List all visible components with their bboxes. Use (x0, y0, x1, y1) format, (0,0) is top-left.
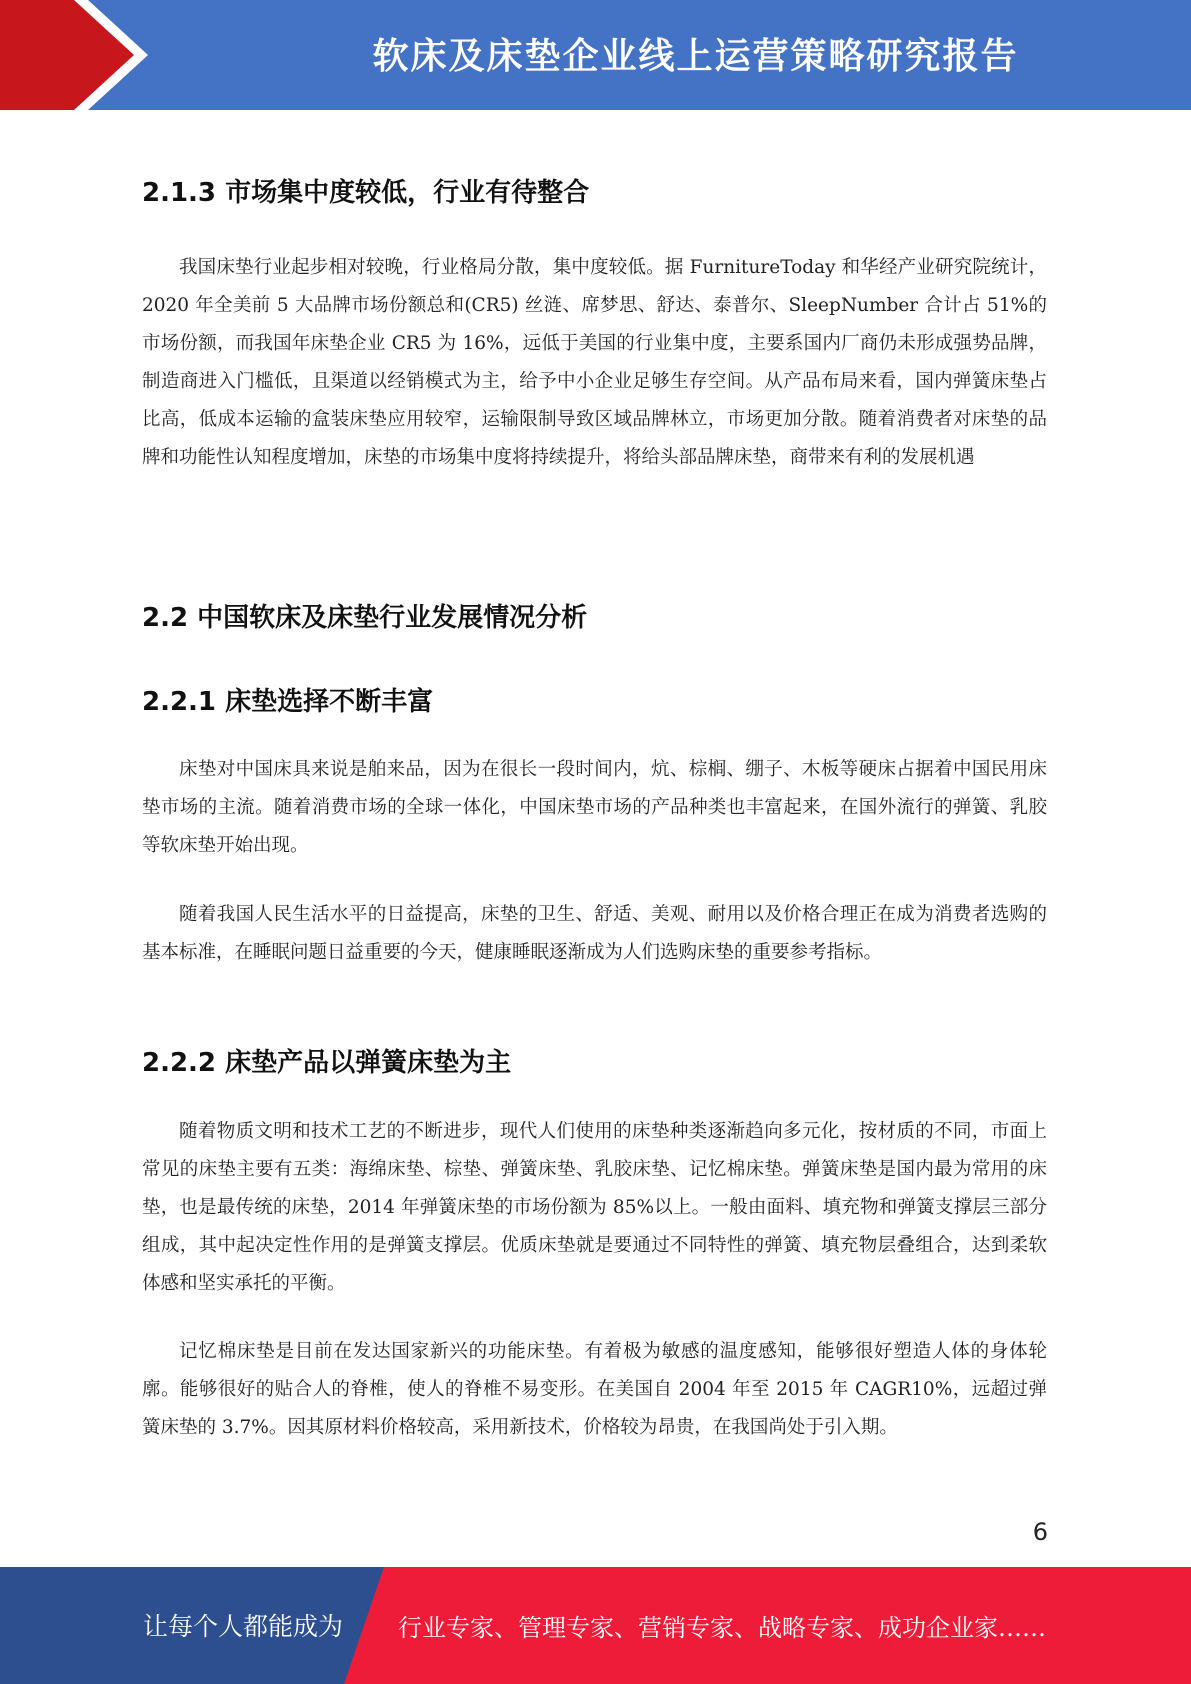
body-paragraph: 随着物质文明和技术工艺的不断进步，现代人们使用的床垫种类逐渐趋向多元化，按材质的不同，市面上常见的床垫主要有五类：海绵床垫、棕垫、弹簧床垫、乳胶床垫、记忆棉床垫。弹簧床垫是国内最为常用的床垫，也是最传统的床垫，2014 年弹簧床垫的市场份额为 85%以上。一般由面料、填充物和弹簧支撑层三部分组成，其中起决定性作用的是弹簧支撑层。优质床垫就是要通过不同特性的弹簧、填充物层叠组合，达到柔软体感和坚实承托的平衡。 (142, 1121, 1047, 1294)
section-heading-2-2: 2.2 中国软床及床垫行业发展情况分析 (142, 603, 588, 633)
report-title: 软床及床垫企业线上运营策略研究报告 (372, 36, 1019, 77)
page-header (0, 0, 1191, 110)
footer-slogan-right: 行业专家、管理专家、营销专家、战略专家、成功企业家…… (398, 1614, 1046, 1642)
body-paragraph: 床垫对中国床具来说是舶来品，因为在很长一段时间内，炕、棕榈、绷子、木板等硬床占据着中国民用床垫市场的主流。随着消费市场的全球一体化，中国床垫市场的产品种类也丰富起来，在国外流行的弹簧、乳胶等软床垫开始出现。 (142, 759, 1047, 856)
section-heading-2-2-2: 2.2.2 床垫产品以弹簧床垫为主 (142, 1048, 512, 1078)
section-heading-2-1-3: 2.1.3 市场集中度较低，行业有待整合 (142, 178, 590, 208)
section-heading-2-2-1: 2.2.1 床垫选择不断丰富 (142, 687, 434, 717)
body-paragraph: 我国床垫行业起步相对较晚，行业格局分散，集中度较低。据 FurnitureToday 和华经产业研究院统计，2020 年全美前 5 大品牌市场份额总和(CR5) 丝涟、席梦思、舒达、泰普尔、SleepNumber 合计占 51%的市场份额，而我国年床垫企业 CR5 为 16%，远低于美国的行业集中度，主要系国内厂商仍未形成强势品牌，制造商进入门槛低，且渠道以经销模式为主，给予中小企业足够生存空间。从产品布局来看，国内弹簧床垫占比高，低成本运输的盒装床垫应用较窄，运输限制导致区域品牌林立，市场更加分散。随着消费者对床垫的品牌和功能性认知程度增加，床垫的市场集中度将持续提升，将给头部品牌床垫，商带来有利的发展机遇 (142, 257, 1047, 468)
body-paragraph: 随着我国人民生活水平的日益提高，床垫的卫生、舒适、美观、耐用以及价格合理正在成为消费者选购的基本标准，在睡眠问题日益重要的今天，健康睡眠逐渐成为人们选购床垫的重要参考指标。 (142, 904, 1047, 963)
page-number: 6 (1032, 1518, 1048, 1546)
body-paragraph: 记忆棉床垫是目前在发达国家新兴的功能床垫。有着极为敏感的温度感知，能够很好塑造人体的身体轮廓。能够很好的贴合人的脊椎，使人的脊椎不易变形。在美国自 2004 年至 2015 年 CAGR10%，远超过弹簧床垫的 3.7%。因其原材料价格较高，采用新技术，价格较为昂贵，在我国尚处于引入期。 (142, 1341, 1047, 1438)
page-footer (0, 1567, 1191, 1684)
footer-slogan-left: 让每个人都能成为 (143, 1612, 344, 1641)
